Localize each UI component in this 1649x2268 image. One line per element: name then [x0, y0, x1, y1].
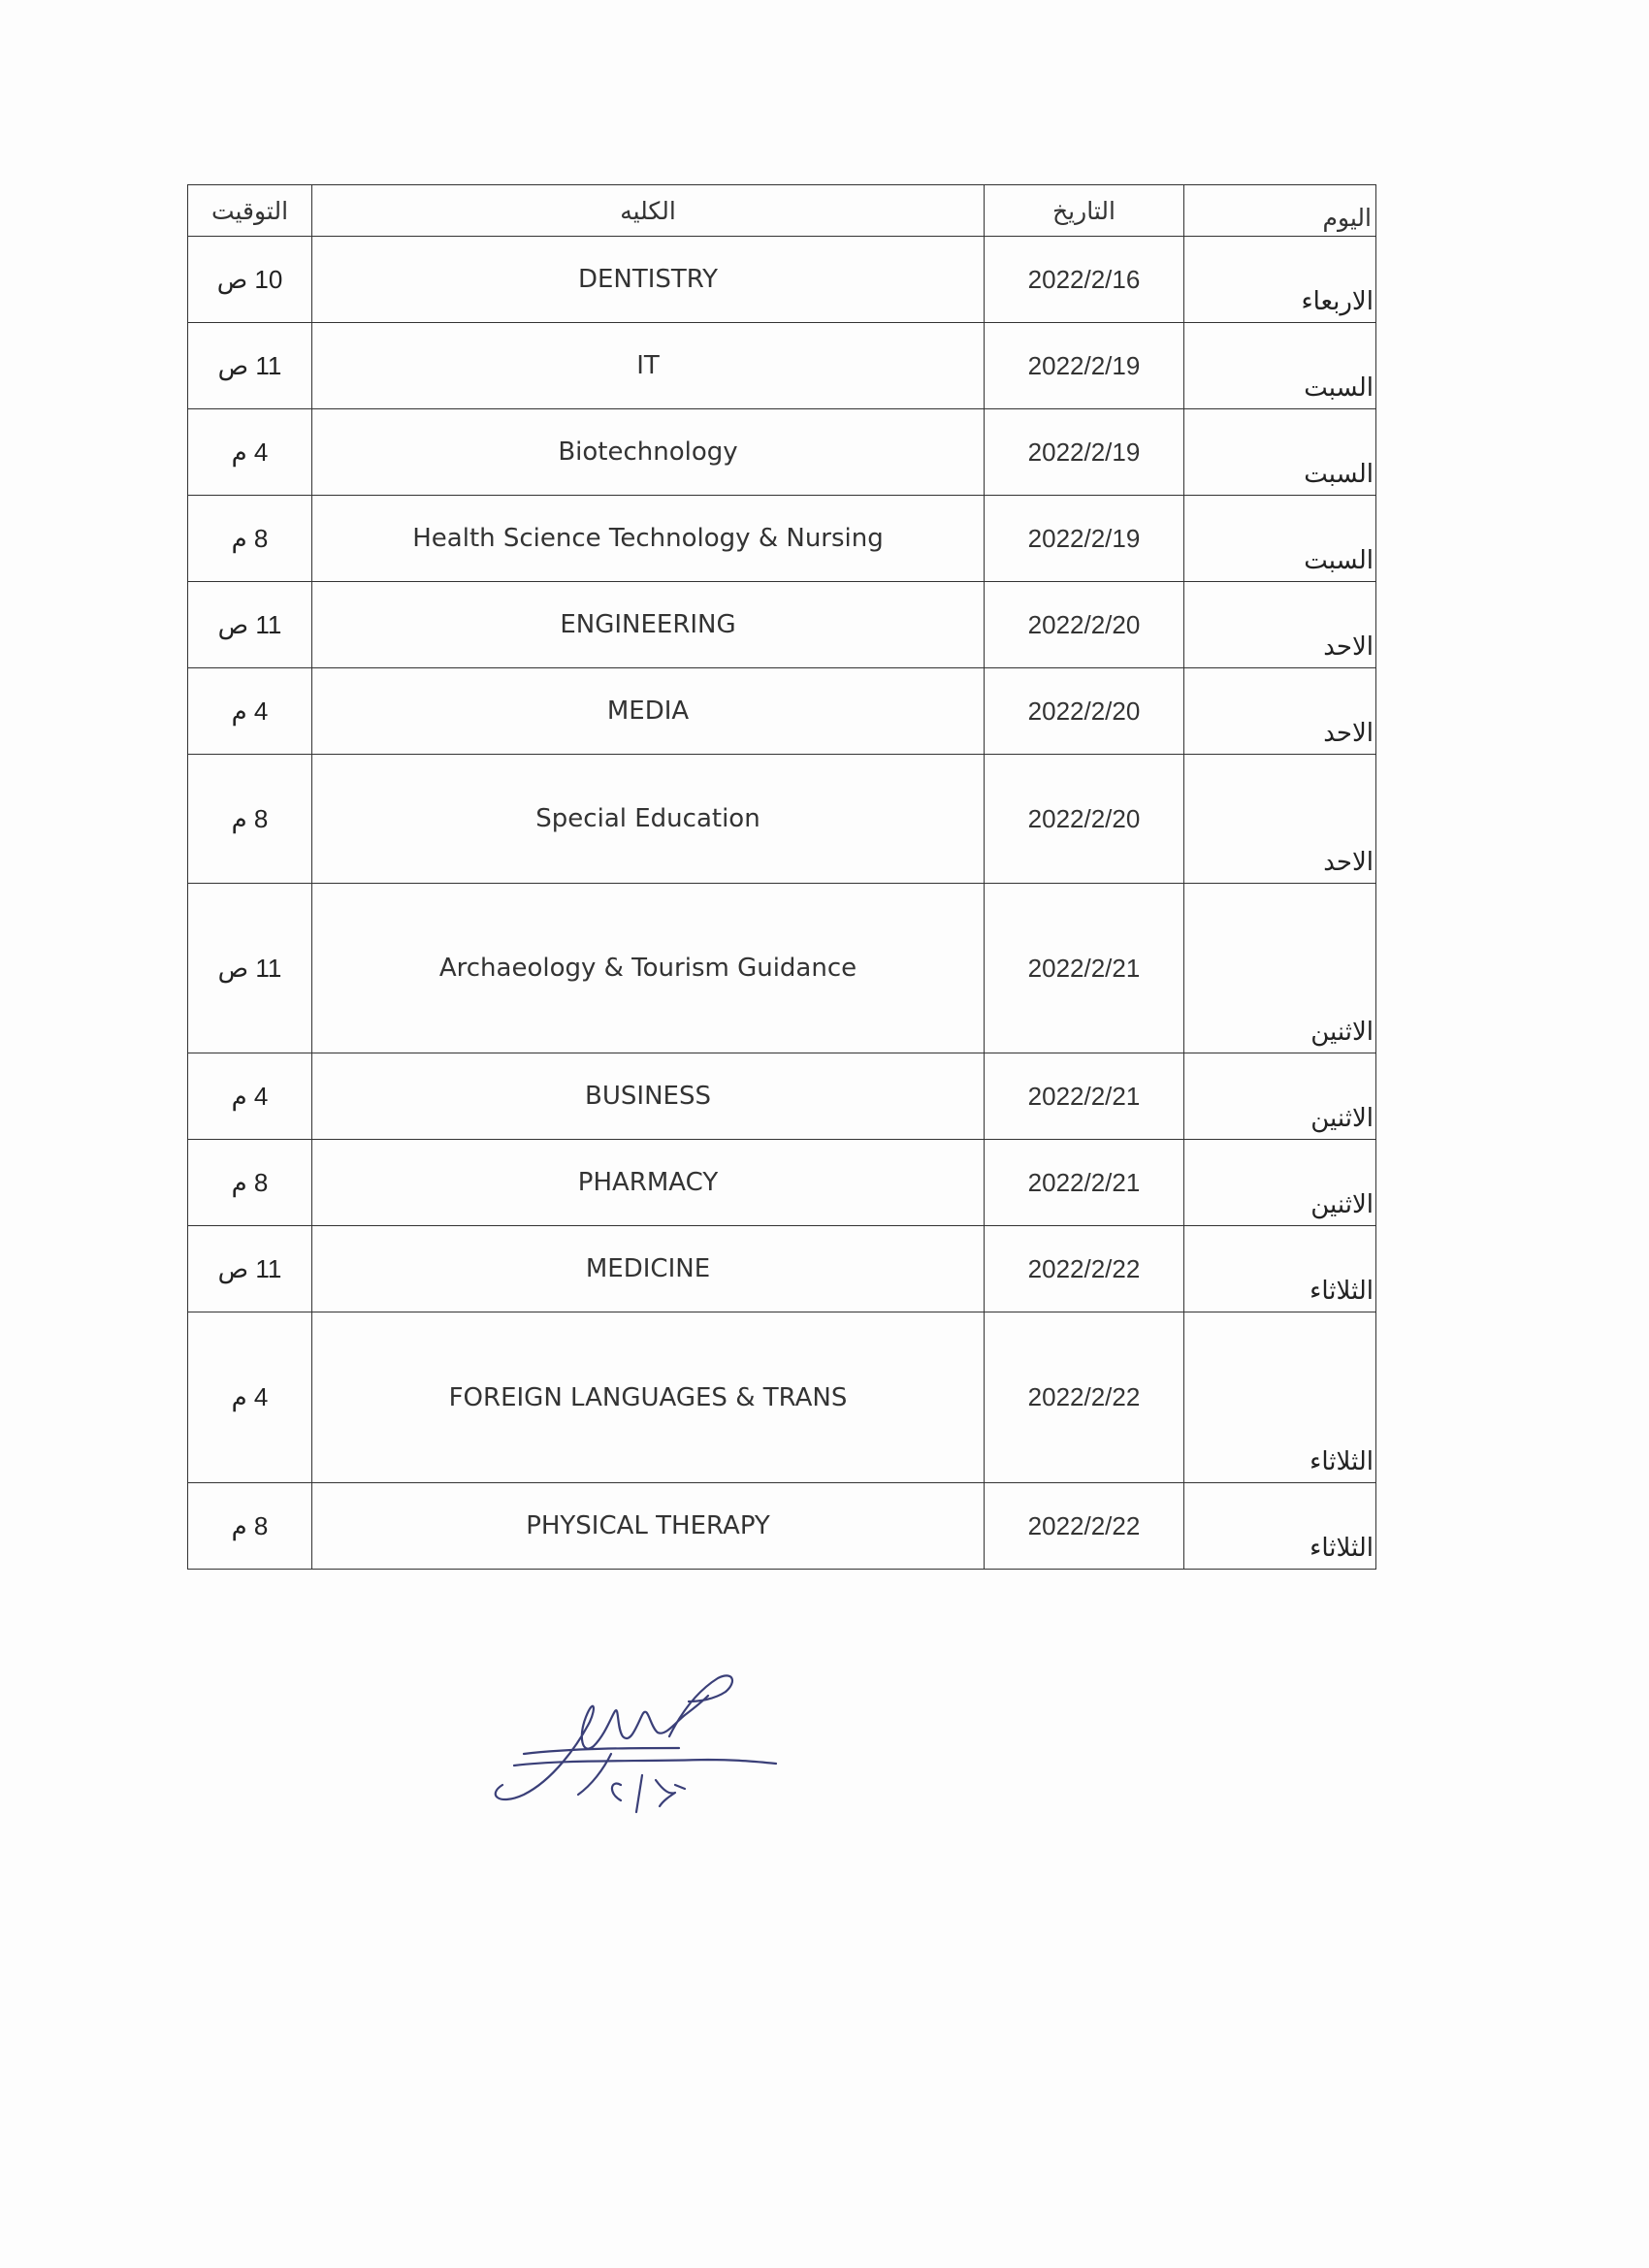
faculty-cell: MEDIA — [312, 668, 985, 755]
day-cell: الاثنين — [1184, 1140, 1376, 1226]
time-cell: 10 ص — [188, 237, 312, 323]
header-faculty: الكليه — [312, 185, 985, 237]
table-row — [188, 884, 1376, 1053]
table-row — [188, 496, 1376, 582]
faculty-cell: Health Science Technology & Nursing — [312, 496, 985, 582]
table-row — [188, 1140, 1376, 1226]
table-row — [188, 755, 1376, 884]
date-cell: 2022/2/21 — [985, 1140, 1184, 1226]
time-cell: 11 ص — [188, 1226, 312, 1312]
header-time: التوقيت — [188, 185, 312, 237]
day-cell: الاحد — [1184, 755, 1376, 884]
date-cell: 2022/2/22 — [985, 1483, 1184, 1570]
time-cell: 11 ص — [188, 323, 312, 409]
date-cell: 2022/2/22 — [985, 1226, 1184, 1312]
faculty-cell: PHARMACY — [312, 1140, 985, 1226]
signature-icon — [485, 1639, 786, 1814]
table-row — [188, 409, 1376, 496]
time-cell: 11 ص — [188, 884, 312, 1053]
table-row — [188, 1483, 1376, 1570]
time-cell: 4 م — [188, 668, 312, 755]
table-row — [188, 668, 1376, 755]
time-cell: 11 ص — [188, 582, 312, 668]
day-cell: الاحد — [1184, 668, 1376, 755]
table-row — [188, 237, 1376, 323]
table-row — [188, 1226, 1376, 1312]
date-cell: 2022/2/21 — [985, 884, 1184, 1053]
date-cell: 2022/2/21 — [985, 1053, 1184, 1140]
table-row — [188, 582, 1376, 668]
date-cell: 2022/2/19 — [985, 496, 1184, 582]
date-cell: 2022/2/20 — [985, 755, 1184, 884]
date-cell: 2022/2/19 — [985, 323, 1184, 409]
faculty-cell: Archaeology & Tourism Guidance — [312, 884, 985, 1053]
time-cell: 8 م — [188, 755, 312, 884]
day-cell: الثلاثاء — [1184, 1483, 1376, 1570]
faculty-cell: DENTISTRY — [312, 237, 985, 323]
day-cell: السبت — [1184, 496, 1376, 582]
day-cell: السبت — [1184, 323, 1376, 409]
faculty-cell: IT — [312, 323, 985, 409]
faculty-cell: Biotechnology — [312, 409, 985, 496]
time-cell: 4 م — [188, 1053, 312, 1140]
faculty-cell: BUSINESS — [312, 1053, 985, 1140]
header-date: التاريخ — [985, 185, 1184, 237]
day-cell: الثلاثاء — [1184, 1312, 1376, 1483]
day-cell: الاثنين — [1184, 884, 1376, 1053]
time-cell: 8 م — [188, 1140, 312, 1226]
table-row — [188, 1053, 1376, 1140]
day-cell: السبت — [1184, 409, 1376, 496]
header-day: اليوم — [1184, 185, 1376, 237]
day-cell: الاربعاء — [1184, 237, 1376, 323]
handwritten-signature — [485, 1639, 786, 1814]
table-header-row — [188, 185, 1376, 237]
date-cell: 2022/2/20 — [985, 582, 1184, 668]
faculty-cell: Special Education — [312, 755, 985, 884]
exam-schedule-table — [187, 184, 1376, 1570]
day-cell: الاثنين — [1184, 1053, 1376, 1140]
time-cell: 4 م — [188, 409, 312, 496]
day-cell: الثلاثاء — [1184, 1226, 1376, 1312]
date-cell: 2022/2/19 — [985, 409, 1184, 496]
time-cell: 8 م — [188, 496, 312, 582]
faculty-cell: FOREIGN LANGUAGES & TRANS — [312, 1312, 985, 1483]
date-cell: 2022/2/16 — [985, 237, 1184, 323]
date-cell: 2022/2/20 — [985, 668, 1184, 755]
faculty-cell: ENGINEERING — [312, 582, 985, 668]
time-cell: 4 م — [188, 1312, 312, 1483]
day-cell: الاحد — [1184, 582, 1376, 668]
faculty-cell: PHYSICAL THERAPY — [312, 1483, 985, 1570]
faculty-cell: MEDICINE — [312, 1226, 985, 1312]
table-row — [188, 323, 1376, 409]
table-row — [188, 1312, 1376, 1483]
time-cell: 8 م — [188, 1483, 312, 1570]
date-cell: 2022/2/22 — [985, 1312, 1184, 1483]
